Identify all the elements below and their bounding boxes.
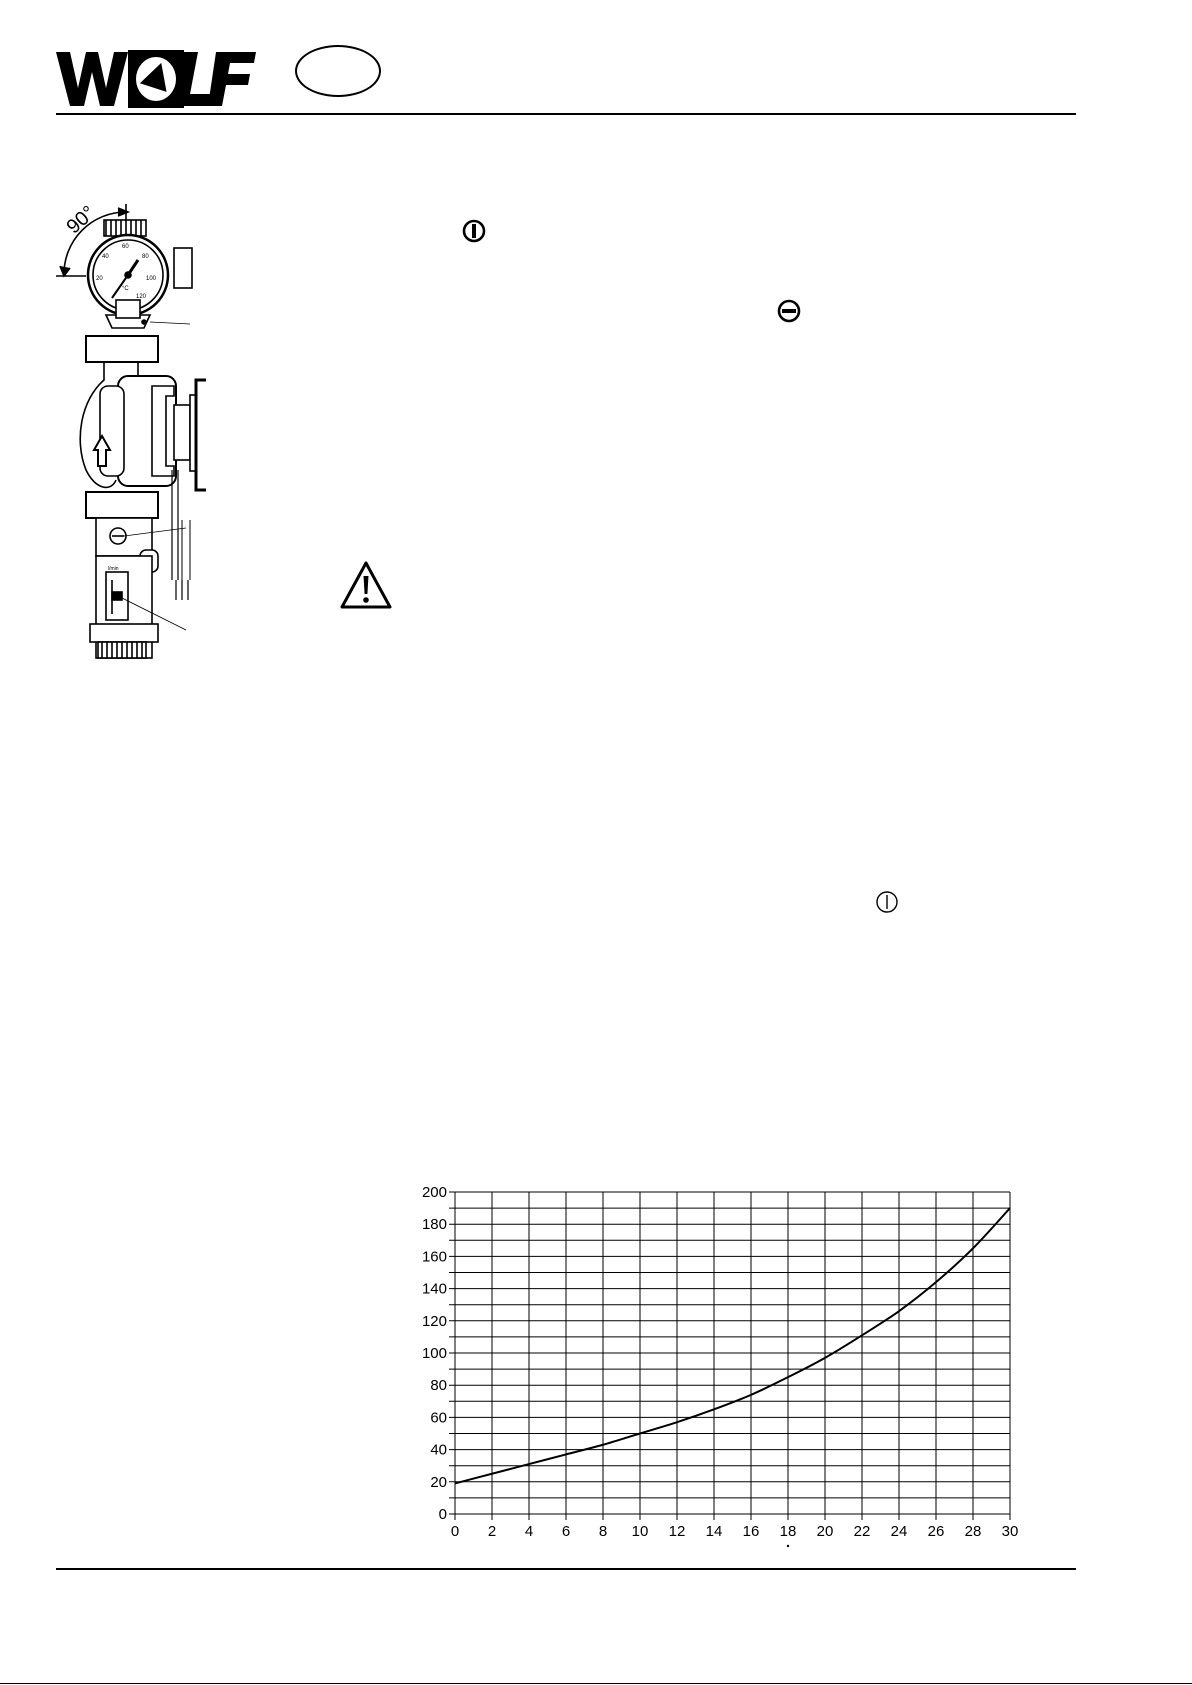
warning-triangle-icon [340, 560, 392, 610]
series-line-0 [455, 1208, 1010, 1483]
pressure-loss-chart [410, 1180, 1020, 1550]
gauge-tick-100: 100 [146, 276, 157, 282]
x-tick-label-26: 26 [927, 1523, 945, 1540]
y-tick-label-20: 20 [430, 1473, 447, 1491]
x-tick-label-0: 0 [450, 1523, 460, 1540]
chart-series [455, 1208, 1010, 1483]
power-open-icon [462, 219, 486, 243]
angle-label: 90° [62, 201, 100, 239]
y-tick-label-180: 180 [421, 1216, 447, 1234]
x-axis-mark [787, 1545, 789, 1547]
gauge-tick-120: 120 [136, 294, 147, 300]
chart-ticks [422, 1184, 1018, 1547]
logo-letter-w [56, 52, 128, 106]
x-tick-label-4: 4 [524, 1523, 534, 1540]
header-rule [56, 113, 1076, 115]
gauge-unit: °C [122, 286, 129, 292]
y-tick-label-160: 160 [421, 1248, 447, 1266]
pump-group-illustration [56, 200, 206, 660]
chart-grid [449, 1192, 1010, 1520]
x-tick-label-8: 8 [598, 1523, 608, 1540]
x-tick-label-30: 30 [1001, 1523, 1019, 1540]
x-tick-label-28: 28 [964, 1523, 982, 1540]
x-tick-label-22: 22 [853, 1523, 871, 1540]
y-tick-label-120: 120 [421, 1312, 447, 1330]
x-tick-label-18: 18 [779, 1523, 797, 1540]
x-tick-label-16: 16 [742, 1523, 760, 1540]
x-tick-label-24: 24 [890, 1523, 908, 1540]
x-tick-label-14: 14 [705, 1523, 723, 1540]
y-tick-label-100: 100 [421, 1345, 447, 1362]
y-tick-label-140: 140 [421, 1280, 447, 1298]
x-tick-label-2: 2 [487, 1523, 497, 1540]
pump-motor-head [196, 380, 206, 490]
x-tick-label-10: 10 [631, 1523, 649, 1540]
gauge-tick-20: 20 [96, 276, 103, 282]
minus-circle-icon [777, 299, 801, 323]
logo-letter-f [208, 52, 256, 106]
gauge-tick-40: 40 [102, 254, 109, 260]
power-outline-icon [875, 890, 899, 914]
brand-name: WOLF [56, 48, 59, 49]
y-tick-label-0: 0 [438, 1506, 447, 1523]
x-tick-label-12: 12 [668, 1523, 686, 1540]
y-tick-label-80: 80 [430, 1377, 447, 1395]
gauge-tick-60: 60 [122, 244, 129, 250]
page-bottom-rule [0, 1683, 1192, 1684]
y-tick-label-60: 60 [430, 1409, 447, 1427]
x-tick-label-20: 20 [816, 1523, 834, 1540]
footer-rule [56, 1568, 1076, 1570]
gauge-tick-80: 80 [142, 254, 149, 260]
y-tick-label-40: 40 [430, 1441, 447, 1459]
flow-meter-unit: l/min [108, 566, 119, 572]
language-badge [295, 45, 381, 97]
x-tick-label-6: 6 [561, 1523, 571, 1540]
y-tick-label-200: 200 [421, 1184, 447, 1201]
wolf-logo [56, 48, 256, 110]
